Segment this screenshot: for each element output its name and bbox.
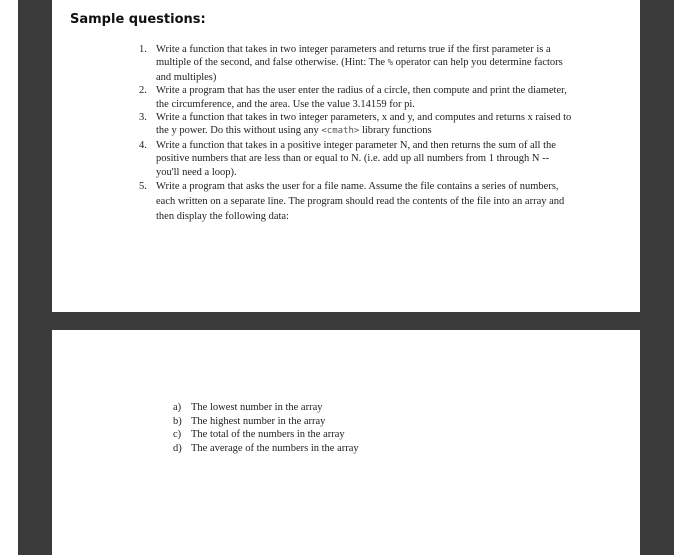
sub-item [173, 428, 473, 442]
question-text: Write a function that takes in two integer parameters, x and y, and computes and returns x raised to the y power. Do this without using any [156, 112, 572, 137]
sub-item-text: The total of the numbers in the array [191, 429, 345, 441]
question-text: operator can help you determine factors and multiples) [156, 57, 563, 83]
viewer-left-margin [18, 0, 52, 555]
inline-code: % [387, 58, 394, 69]
question-item [135, 43, 575, 84]
viewer-right-margin [640, 0, 674, 555]
sub-item-letter: b) [173, 415, 182, 427]
inline-code: <cmath> [321, 126, 360, 137]
sub-item [173, 415, 473, 429]
question-number: 4. [139, 139, 147, 151]
question-number: 1. [139, 44, 147, 55]
sub-item-text: The average of the numbers in the array [191, 442, 359, 454]
question-text: Write a function that takes in a positive integer parameter N, and then returns the sum of all the positive numbers that are less than or equal to N. (i.e. add up all numbers from 1 through N -- you'll need a loop). [156, 139, 556, 178]
question-number: 3. [139, 112, 147, 124]
sub-item-text: The highest number in the array [191, 415, 326, 427]
sub-item [173, 442, 473, 456]
question-item [135, 111, 575, 139]
question-text: library functions [359, 125, 432, 137]
sub-item-letter: a) [173, 402, 182, 413]
question-list [135, 43, 575, 225]
question-item [135, 139, 575, 179]
question-number: 5. [139, 181, 147, 193]
question-item [135, 179, 575, 225]
sub-item-list [173, 401, 473, 455]
sub-item-letter: c) [173, 429, 182, 441]
question-text: Write a program that has the user enter the radius of a circle, then compute and print the diameter, the circumference, and the area. Use the value 3.14159 for pi. [156, 85, 567, 110]
sub-item [173, 401, 473, 415]
sub-item-text: The lowest number in the array [191, 402, 323, 413]
question-number: 2. [139, 85, 147, 97]
question-text: Write a function that takes in two integer parameters and returns true if the first parameter is a multiple of the second, and false otherwise. (Hint: The [156, 44, 551, 69]
page-separator [52, 312, 640, 330]
sub-item-letter: d) [173, 442, 182, 454]
question-item [135, 84, 575, 111]
question-text: Write a program that asks the user for a file name. Assume the file contains a series of numbers, each written on a separate line. The program should read the contents of the file into an array and then display the following data: [156, 181, 565, 223]
page-title: Sample questions: [70, 12, 206, 27]
